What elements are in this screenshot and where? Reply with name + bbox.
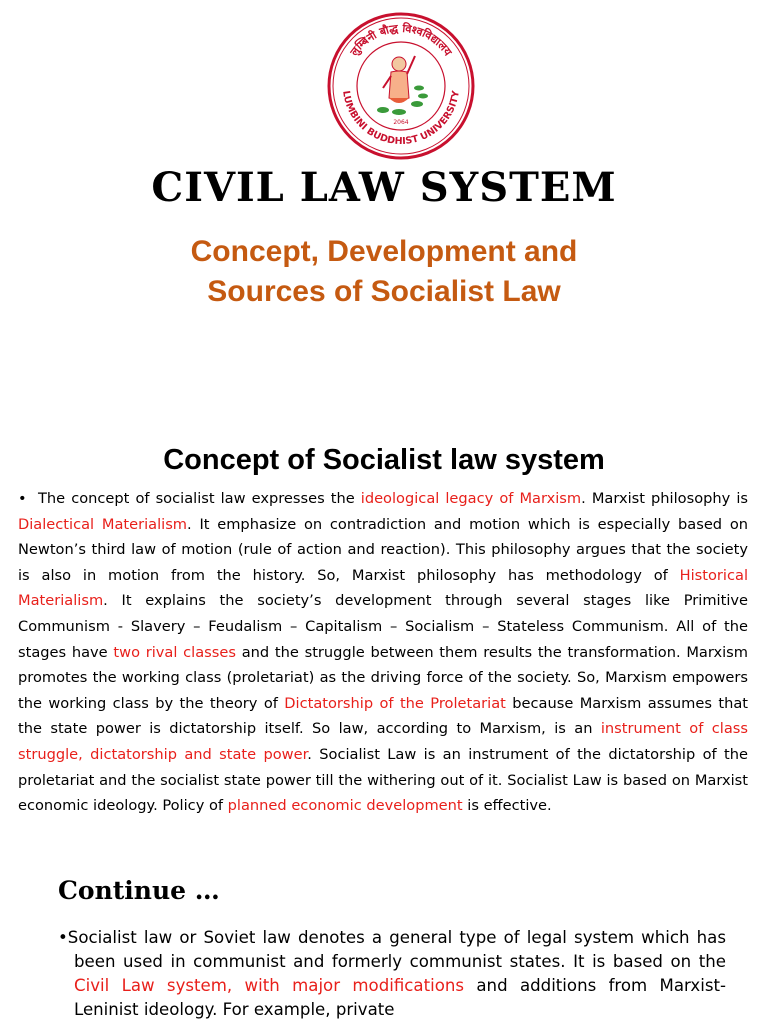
slide-subtitle: [0, 232, 768, 312]
continue-paragraph: [58, 926, 726, 1022]
bullet-icon: •: [58, 928, 68, 947]
seal-top-text: लुम्बिनी बौद्ध विश्वविद्यालय: [347, 21, 455, 59]
text-segment: . It emphasize on contradiction and motion which is especially based on Newton’s third law of motion (rule of action and reaction). This philosophy argues that the society is also in motion from the history. So, Marxist philosophy has methodology of: [18, 515, 749, 584]
title-slide: [0, 0, 768, 420]
seal-year: 2064: [393, 119, 409, 126]
subtitle-line-2: Sources of Socialist Law: [207, 275, 561, 308]
text-segment: . It explains the society’s development through several stages like Primitive Communism - Slavery – Feudalism – Capitalism – Socialism – Stateless Communism. All of the stages have: [18, 592, 748, 661]
continue-heading: Continue …: [58, 876, 220, 905]
highlighted-term: Civil Law system, with major modifications: [74, 976, 465, 995]
seal-bottom-text: LUMBINI BUDDHIST UNIVERSITY: [340, 89, 462, 148]
text-segment: Socialist law or Soviet law denotes a general type of legal system which has been used in communist and formerly communist states. It is based on the: [67, 928, 726, 971]
text-segment: . Marxist philosophy is: [581, 490, 748, 507]
text-segment: because Marxism assumes that the state power is dictatorship itself. So law, according to Marxism, is an: [18, 694, 748, 738]
bullet-icon: •: [18, 490, 27, 507]
concept-paragraph: [18, 486, 748, 819]
text-segment: is effective.: [462, 797, 552, 815]
slide-title: CIVIL LAW SYSTEM: [151, 164, 617, 211]
highlighted-term: two rival classes: [113, 643, 236, 661]
continue-slide: [0, 860, 768, 1024]
highlighted-term: instrument of class struggle, dictatorship and state power: [18, 720, 748, 763]
concept-slide: [0, 430, 768, 850]
text-segment: and the struggle between them results the transformation. Marxism promotes the working class (proletariat) as the driving force of the society. So, Marxism empowers the working class by the theory of: [18, 643, 748, 712]
highlighted-term: ideological legacy of Marxism: [360, 490, 582, 507]
text-segment: The concept of socialist law expresses the: [38, 490, 361, 507]
highlighted-term: Dictatorship of the Proletariat: [284, 694, 506, 712]
highlighted-term: Dialectical Materialism: [18, 515, 188, 533]
text-segment: . Socialist Law is an instrument of the dictatorship of the proletariat and the socialist state power till the withering out of it. Socialist Law is based on Marxist economic ideology. Policy of: [18, 745, 748, 815]
text-segment: and additions from Marxist-Leninist ideology. For example, private: [74, 976, 726, 1019]
concept-heading: Concept of Socialist law system: [163, 444, 605, 476]
highlighted-term: planned economic development: [227, 797, 463, 815]
continue-text: [68, 928, 726, 1019]
highlighted-term: Historical Materialism: [18, 566, 748, 610]
concept-text: [18, 490, 748, 814]
subtitle-line-1: Concept, Development and: [190, 235, 578, 268]
university-seal-logo: [327, 12, 475, 160]
